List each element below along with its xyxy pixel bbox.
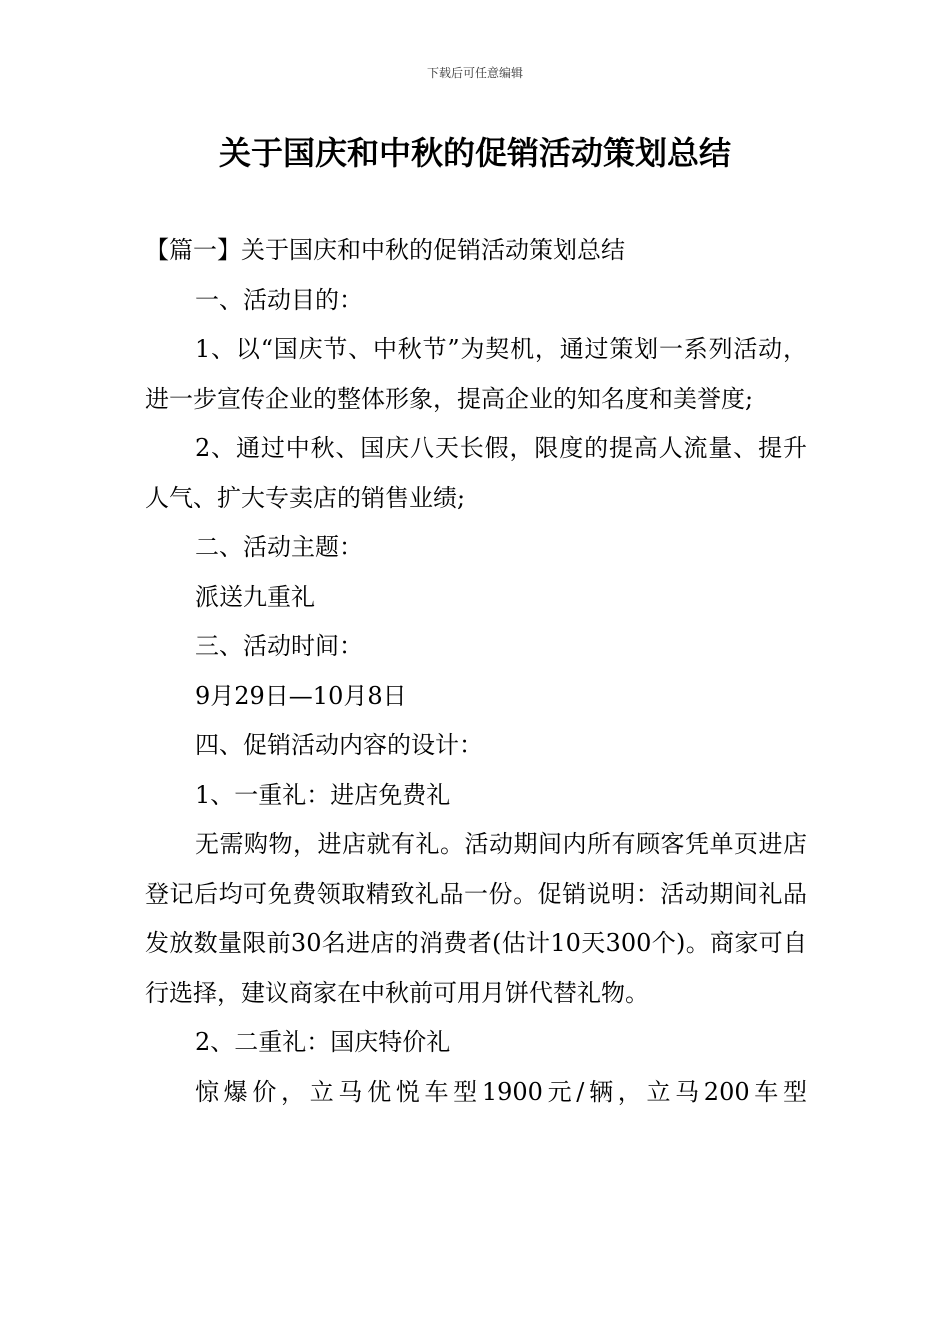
page-header-note: 下载后可任意编辑: [426, 66, 523, 80]
paragraph: 二、活动主题：: [195, 533, 363, 561]
paragraph: 2、通过中秋、国庆八天长假，限度的提高人流量、提升人气、扩大专卖店的销售业绩;: [145, 434, 807, 512]
paragraph: 9月29日—10月8日: [195, 681, 407, 710]
document-body: [145, 226, 807, 1117]
paragraph: 无需购物，进店就有礼。活动期间内所有顾客凭单页进店登记后均可免费领取精致礼品一份。促销说明：活动期间礼品发放数量限前30名进店的消费者(估计10天300个)。商家可自行选择，建议商家在中秋前可用月饼代替礼物。: [145, 830, 807, 1007]
document-title: 关于国庆和中秋的促销活动策划总结: [218, 134, 731, 172]
paragraph: 四、促销活动内容的设计：: [195, 731, 483, 759]
paragraph: 2、二重礼：国庆特价礼: [195, 1028, 451, 1056]
paragraph: 三、活动时间：: [195, 632, 363, 660]
paragraph: 一、活动目的：: [195, 285, 363, 314]
paragraph: 派送九重礼: [195, 582, 315, 611]
section-heading: 【篇一】关于国庆和中秋的促销活动策划总结: [145, 236, 625, 264]
paragraph: 1、以“国庆节、中秋节”为契机，通过策划一系列活动，进一步宣传企业的整体形象，提高企业的知名度和美誉度;: [145, 335, 807, 413]
paragraph: 1、一重礼：进店免费礼: [195, 780, 451, 809]
paragraph: 惊爆价，立马优悦车型1900元/辆，立马200车型: [195, 1077, 807, 1106]
